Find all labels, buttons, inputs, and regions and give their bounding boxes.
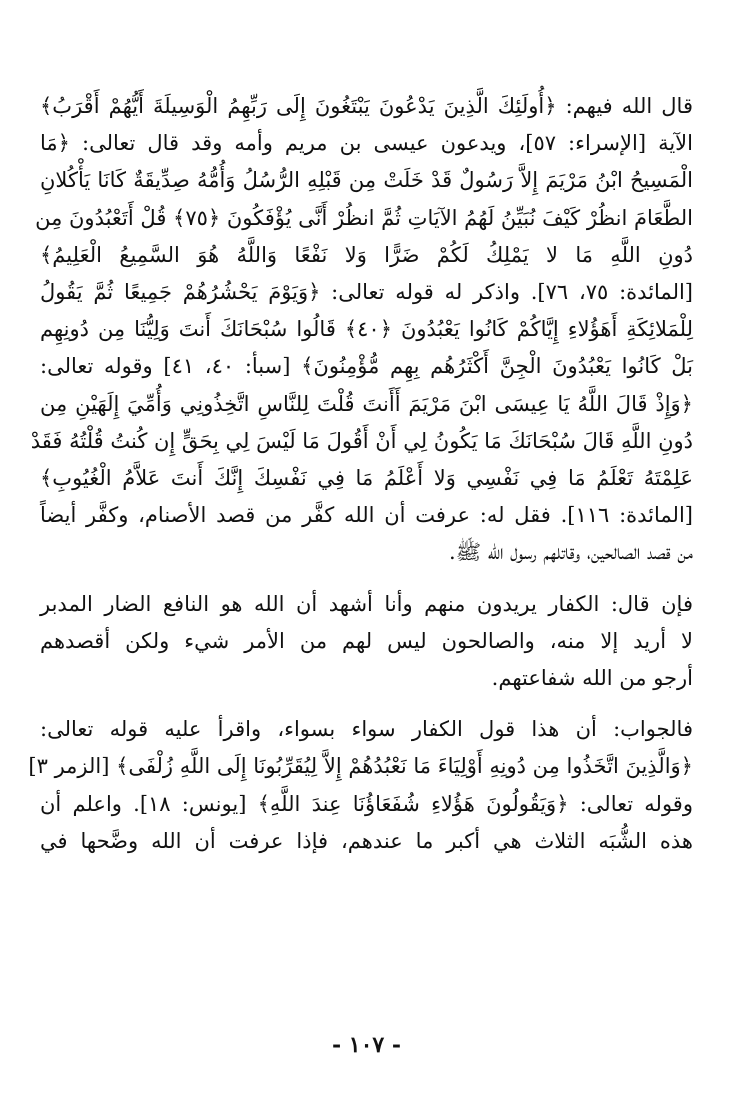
text-line: دُونِ اللَّهِ قَالَ سُبْحَانَكَ مَا يَكُونُ لِي أَنْ أَقُولَ مَا لَيْسَ لِي بِحَقٍّ إِن كُنتُ قُلْتُهُ فَقَدْ	[30, 428, 693, 453]
text-line: لا أريد إلا منه، والصالحون ليس لهم من الأمر شيء ولكن أقصدهم	[40, 628, 693, 653]
paragraph-quran-citations	[30, 88, 693, 572]
text-line: الْمَسِيحُ ابْنُ مَرْيَمَ إِلاَّ رَسُولٌ قَدْ خَلَتْ مِن قَبْلِهِ الرُّسُلُ وَأُمُّهُ صِدِّيقَةٌ كَانَا يَأْكُلانِ	[40, 168, 693, 193]
text-line: قال الله فيهم: ﴿أُولَئِكَ الَّذِينَ يَدْعُونَ يَبْتَغُونَ إِلَى رَبِّهِمُ الْوَسِيلَةَ أَيُّهُمْ أَقْرَبُ﴾	[40, 94, 693, 118]
text-line: أرجو من الله شفاعتهم.	[491, 666, 693, 691]
text-line: بَلْ كَانُوا يَعْبُدُونَ الْجِنَّ أَكْثَرُهُم بِهِم مُّؤْمِنُونَ﴾ [سبأ: ٤٠، ٤١] وقوله تعالى:	[40, 354, 693, 379]
text-line: ﴿وَإِذْ قَالَ اللَّهُ يَا عِيسَى ابْنَ مَرْيَمَ أَأَنتَ قُلْتَ لِلنَّاسِ اتَّخِذُونِي وَأُمِّيَ إِلَهَيْنِ مِن	[40, 391, 693, 416]
text-line: الآية [الإسراء: ٥٧]، ويدعون عيسى بن مريم وأمه وقد قال تعالى: ﴿مَا	[40, 131, 693, 156]
paragraph-answer	[28, 711, 693, 860]
text-line: [المائدة: ١١٦]. فقل له: عرفت أن الله كفَّر من قصد الأصنام، وكفَّر أيضاً	[40, 503, 693, 528]
text-line: ﴿وَالَّذِينَ اتَّخَذُوا مِن دُونِهِ أَوْلِيَاءَ مَا نَعْبُدُهُمْ إِلاَّ لِيُقَرِّبُونَا إِلَى اللَّهِ زُلْفَى﴾ [الزمر ٣]	[28, 754, 693, 779]
text-line: هذه الشُّبَه الثلاث هي أكبر ما عندهم، فإذا عرفت أن الله وضَّحها في	[40, 828, 693, 853]
text-line: عَلِمْتَهُ تَعْلَمُ مَا فِي نَفْسِي وَلا أَعْلَمُ مَا فِي نَفْسِكَ إِنَّكَ أَنتَ عَلاَّمُ الْغُيُوبِ﴾	[40, 466, 693, 491]
text-line: لِلْمَلائِكَةِ أَهَؤُلاءِ إِيَّاكُمْ كَانُوا يَعْبُدُونَ ﴿٤٠﴾ قَالُوا سُبْحَانَكَ أَنتَ وَلِيُّنَا مِن دُونِهِم	[40, 317, 693, 342]
page-number: - ١٠٧ -	[331, 1032, 402, 1058]
text-line: من قصد الصالحين، وقاتلهم رسول الله ﷺ.	[449, 540, 693, 565]
text-line: الطَّعَامَ انظُرْ كَيْفَ نُبَيِّنُ لَهُمُ الآيَاتِ ثُمَّ انظُرْ أَنَّى يُؤْفَكُونَ ﴿٧٥﴾ قُلْ أَتَعْبُدُونَ مِن	[35, 205, 693, 230]
text-line: وقوله تعالى: ﴿وَيَقُولُونَ هَؤُلاءِ شُفَعَاؤُنَا عِندَ اللَّهِ﴾ [يونس: ١٨]. واعلم أن	[40, 791, 693, 816]
text-line: دُونِ اللَّهِ مَا لا يَمْلِكُ لَكُمْ ضَرًّا وَلا نَفْعًا وَاللَّهُ هُوَ السَّمِيعُ الْعَلِيمُ﴾	[40, 242, 693, 267]
text-line: [المائدة: ٧٥، ٧٦]. واذكر له قوله تعالى: ﴿وَيَوْمَ يَحْشُرُهُمْ جَمِيعًا ثُمَّ يَقُولُ	[40, 280, 693, 305]
text-line: فإن قال: الكفار يريدون منهم وأنا أشهد أن الله هو النافع الضار المدبر	[40, 591, 693, 616]
text-line: فالجواب: أن هذا قول الكفار سواء بسواء، واقرأ عليه قوله تعالى:	[40, 717, 693, 742]
paragraph-objection	[40, 586, 693, 698]
